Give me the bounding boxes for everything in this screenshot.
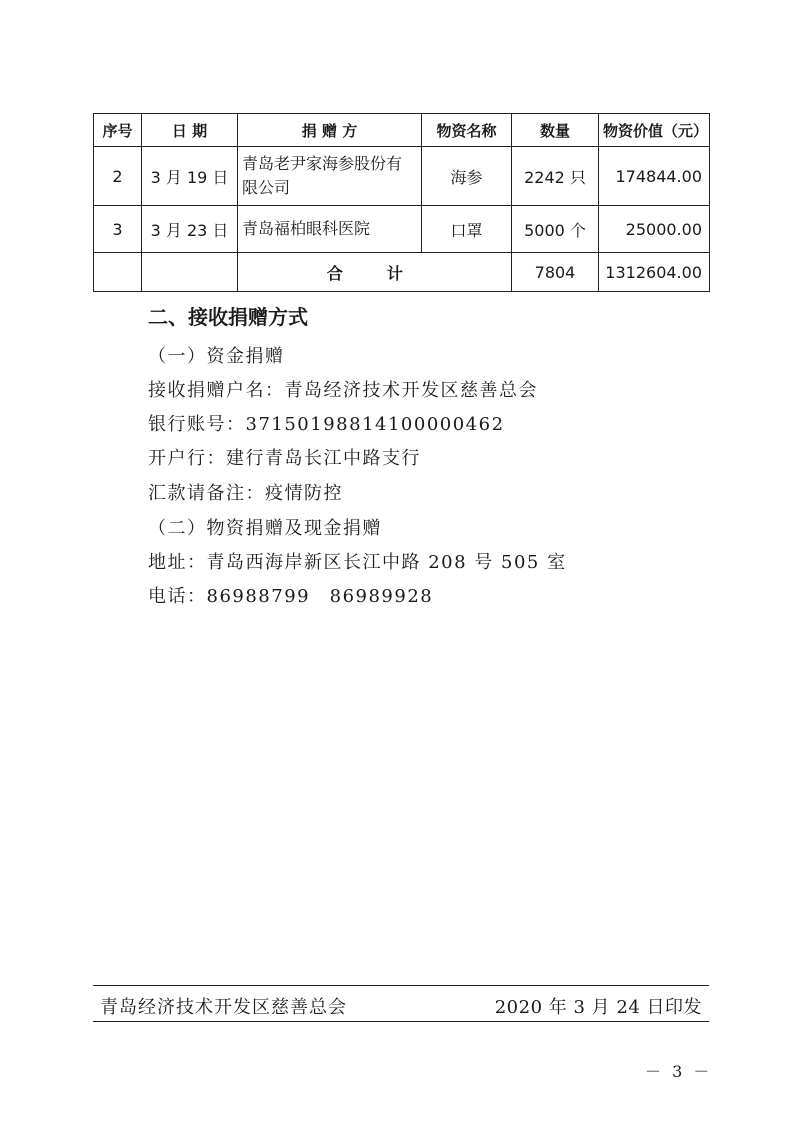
footer-org: 青岛经济技术开发区慈善总会 — [100, 997, 347, 1018]
table-row — [94, 147, 710, 206]
row-item: 海参 — [422, 147, 512, 206]
header-cell: 序号 — [94, 114, 142, 147]
total-value: 1312604.00 — [599, 253, 710, 292]
account-name: 接收捐赠户名：青岛经济技术开发区慈善总会 — [148, 380, 538, 401]
table-header-row — [94, 114, 710, 147]
footer-top-rule — [93, 985, 709, 986]
row-value: 25000.00 — [599, 206, 710, 253]
total-qty: 7804 — [512, 253, 599, 292]
header-cell: 数量 — [512, 114, 599, 147]
remit-note: 汇款请备注：疫情防控 — [148, 483, 343, 504]
row-qty: 5000 个 — [512, 206, 599, 253]
row-item: 口罩 — [422, 206, 512, 253]
table-row — [94, 206, 710, 253]
footer-date: 2020 年 3 月 24 日印发 — [494, 997, 702, 1018]
address: 地址：青岛西海岸新区长江中路 208 号 505 室 — [148, 552, 567, 573]
row-donor: 青岛福柏眼科医院 — [238, 206, 422, 253]
header-cell: 日 期 — [142, 114, 238, 147]
account-number: 银行账号：37150198814100000462 — [148, 414, 505, 435]
section-heading: 二、接收捐赠方式 — [148, 305, 308, 329]
row-number: 2 — [94, 147, 142, 206]
total-label: 合 计 — [238, 253, 512, 292]
header-cell: 捐 赠 方 — [238, 114, 422, 147]
donation-table — [93, 113, 710, 292]
table-total-row — [94, 253, 710, 292]
phone: 电话：86988799 86989928 — [148, 586, 434, 607]
header-cell: 物资价值（元） — [599, 114, 710, 147]
row-value: 174844.00 — [599, 147, 710, 206]
page-number: － 3 － — [645, 1062, 713, 1081]
row-date: 3 月 23 日 — [142, 206, 238, 253]
donor-line: 青岛老尹家海参股份有 — [242, 154, 403, 173]
row-donor — [238, 147, 422, 206]
funds-heading: （一）资金捐赠 — [148, 346, 285, 367]
row-date: 3 月 19 日 — [142, 147, 238, 206]
empty-cell — [94, 253, 142, 292]
footer-bottom-rule — [93, 1021, 709, 1022]
row-number: 3 — [94, 206, 142, 253]
header-cell: 物资名称 — [422, 114, 512, 147]
row-qty: 2242 只 — [512, 147, 599, 206]
bank-branch: 开户行：建行青岛长江中路支行 — [148, 448, 421, 469]
empty-cell — [142, 253, 238, 292]
goods-heading: （二）物资捐赠及现金捐赠 — [148, 518, 382, 539]
donor-line: 限公司 — [242, 178, 291, 197]
